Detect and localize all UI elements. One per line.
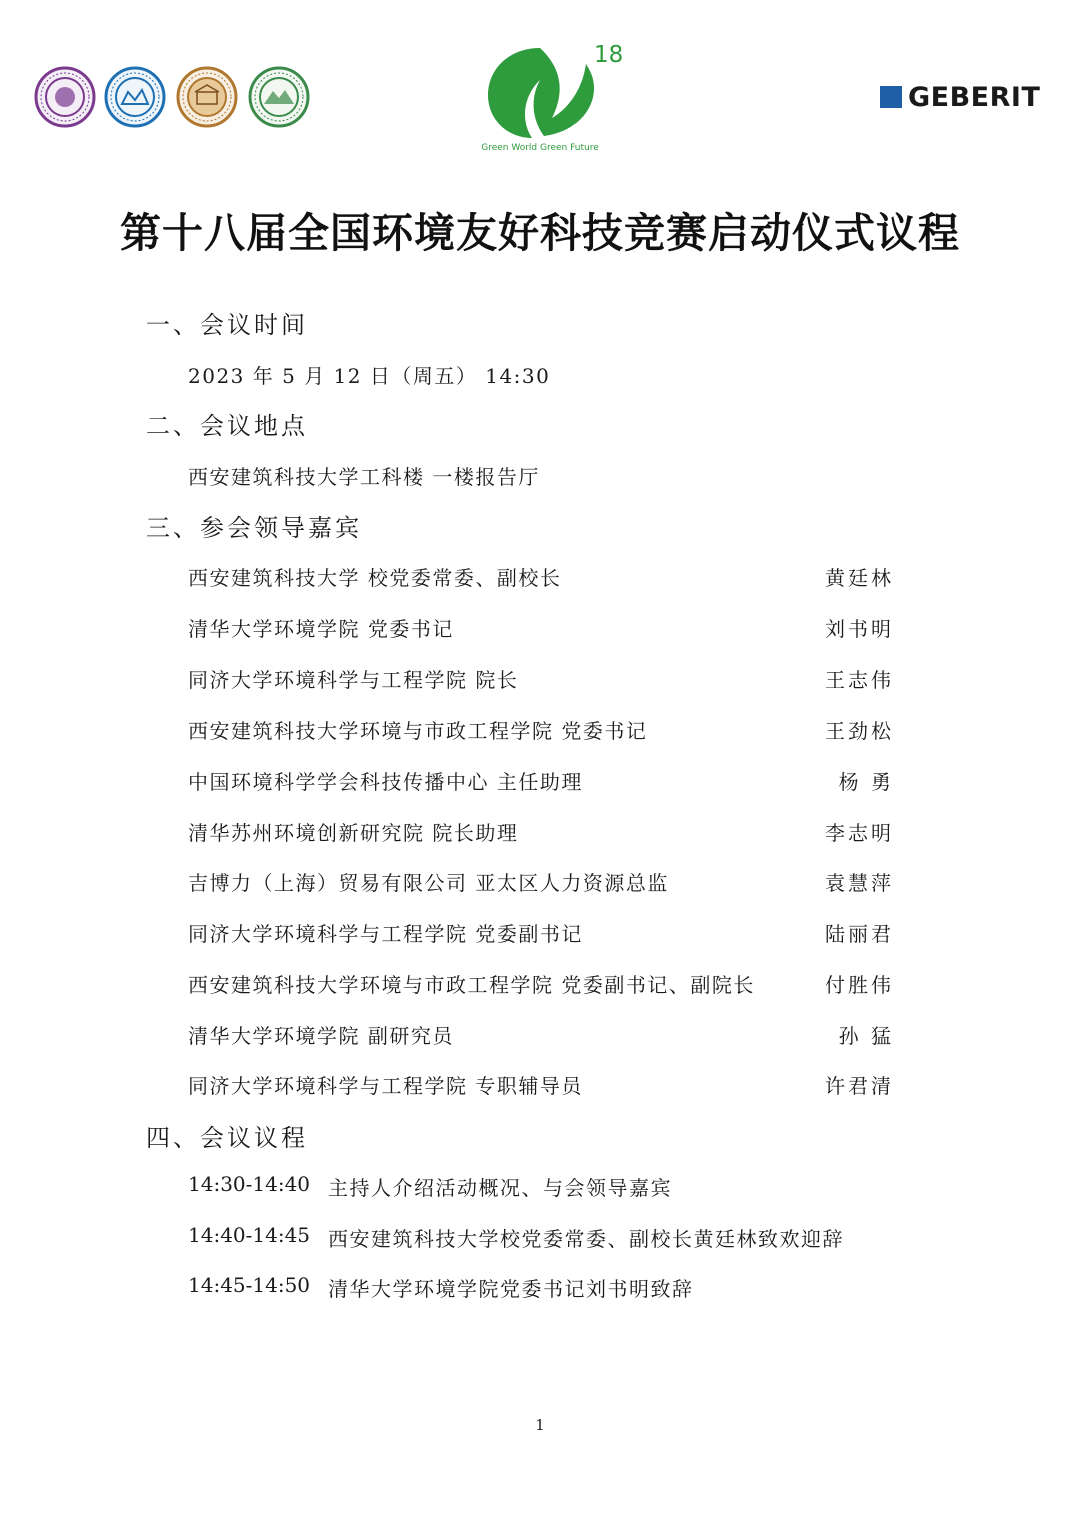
tongji-university-seal-icon xyxy=(104,66,166,128)
agenda-time: 14:45-14:50 xyxy=(188,1273,311,1297)
guest-org: 清华大学环境学院 副研究员 xyxy=(188,1024,454,1048)
header-logos xyxy=(0,40,1080,170)
slogan: Green World Green Future xyxy=(481,143,599,153)
section-heading-time: 一、会议时间 xyxy=(146,311,308,339)
guest-org: 同济大学环境科学与工程学院 专职辅导员 xyxy=(188,1074,583,1098)
guest-org: 中国环境科学学会科技传播中心 主任助理 xyxy=(188,770,583,794)
agenda-row xyxy=(188,1223,888,1253)
guest-name: 袁慧萍 xyxy=(825,871,894,895)
guest-org: 西安建筑科技大学环境与市政工程学院 党委书记 xyxy=(188,719,648,743)
guest-name: 孙 猛 xyxy=(838,1024,894,1048)
guest-row xyxy=(188,817,894,847)
page-number: 1 xyxy=(535,1416,545,1434)
guest-row xyxy=(188,562,894,592)
competition-logo xyxy=(470,40,630,160)
green-leaf-icon xyxy=(470,40,610,145)
section-heading-place: 二、会议地点 xyxy=(146,412,308,440)
guest-org: 西安建筑科技大学 校党委常委、副校长 xyxy=(188,566,562,590)
geberit-logo xyxy=(880,82,1040,112)
agenda-time: 14:40-14:45 xyxy=(188,1223,311,1247)
guest-row xyxy=(188,613,894,643)
guest-name: 许君清 xyxy=(825,1074,894,1098)
guest-name: 杨 勇 xyxy=(838,770,894,794)
agenda-time: 14:30-14:40 xyxy=(188,1172,311,1196)
guest-row xyxy=(188,1020,894,1050)
guest-org: 吉博力（上海）贸易有限公司 亚太区人力资源总监 xyxy=(188,871,669,895)
agenda-row xyxy=(188,1273,888,1303)
tsinghua-university-seal-icon xyxy=(34,66,96,128)
meeting-place: 西安建筑科技大学工科楼 一楼报告厅 xyxy=(188,465,540,489)
guest-name: 付胜伟 xyxy=(825,973,894,997)
xauat-seal-icon xyxy=(176,66,238,128)
guest-name: 陆丽君 xyxy=(825,922,894,946)
section-heading-guests: 三、参会领导嘉宾 xyxy=(146,514,362,542)
agenda-item: 清华大学环境学院党委书记刘书明致辞 xyxy=(328,1277,694,1301)
guest-name: 刘书明 xyxy=(825,617,894,641)
guest-row xyxy=(188,766,894,796)
guest-name: 王劲松 xyxy=(825,719,894,743)
guest-row xyxy=(188,918,894,948)
guest-name: 王志伟 xyxy=(825,668,894,692)
guest-org: 清华苏州环境创新研究院 院长助理 xyxy=(188,821,519,845)
guest-org: 同济大学环境科学与工程学院 党委副书记 xyxy=(188,922,583,946)
guest-org: 同济大学环境科学与工程学院 院长 xyxy=(188,668,519,692)
guest-name: 黄廷林 xyxy=(825,566,894,590)
section-heading-agenda: 四、会议议程 xyxy=(146,1124,308,1152)
meeting-time: 2023 年 5 月 12 日（周五） 14:30 xyxy=(188,364,551,388)
guest-org: 西安建筑科技大学环境与市政工程学院 党委副书记、副院长 xyxy=(188,973,755,997)
guest-row xyxy=(188,664,894,694)
guest-row xyxy=(188,867,894,897)
edition-number: 18 xyxy=(594,42,624,68)
guest-row xyxy=(188,1070,894,1100)
guest-name: 李志明 xyxy=(825,821,894,845)
brand-name: GEBERIT xyxy=(908,81,1041,113)
page-title: 第十八届全国环境友好科技竞赛启动仪式议程 xyxy=(120,209,960,257)
agenda-item: 主持人介绍活动概况、与会领导嘉宾 xyxy=(328,1176,672,1200)
agenda-row xyxy=(188,1172,888,1202)
guest-row xyxy=(188,715,894,745)
csees-seal-icon xyxy=(248,66,310,128)
guest-org: 清华大学环境学院 党委书记 xyxy=(188,617,454,641)
guest-row xyxy=(188,969,894,999)
brand-square-icon xyxy=(880,86,902,108)
agenda-item: 西安建筑科技大学校党委常委、副校长黄廷林致欢迎辞 xyxy=(328,1227,844,1251)
